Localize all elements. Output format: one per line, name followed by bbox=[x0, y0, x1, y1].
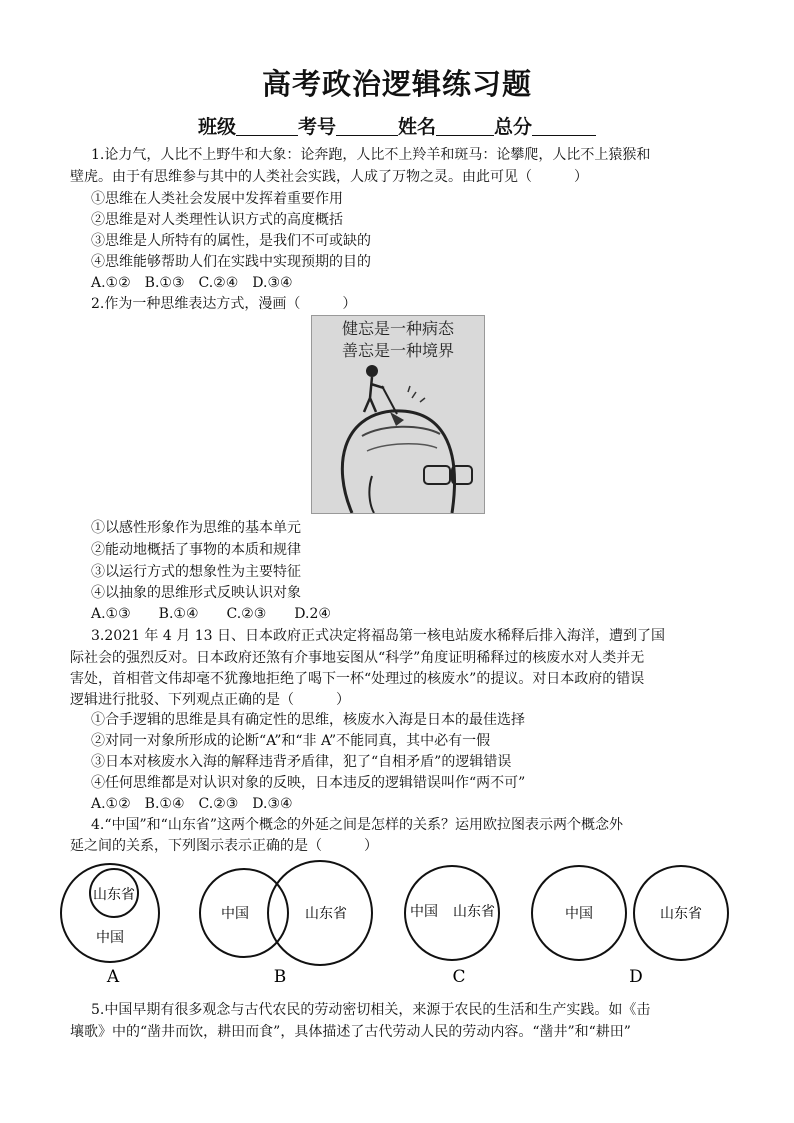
cartoon-drawing bbox=[312, 316, 484, 513]
score-blank[interactable] bbox=[532, 117, 596, 136]
diagram-b[interactable] bbox=[200, 861, 372, 987]
diagram-b-letter: B bbox=[273, 967, 287, 987]
diagram-a-letter: A bbox=[106, 967, 120, 987]
cartoon-caption-1: 健忘是一种病态 bbox=[341, 319, 455, 338]
number-label: 考号 bbox=[297, 116, 336, 138]
page-title: 高考政治逻辑练习题 bbox=[261, 67, 532, 101]
q1-choices: A.①② B.①③ C.②④ D.③④ bbox=[91, 275, 293, 291]
q4-stem-line2: 延之间的关系，下列图示表示正确的是（ ） bbox=[70, 838, 378, 854]
q2-option-3: ③以运行方式的想象性为主要特征 bbox=[91, 564, 301, 580]
class-blank[interactable] bbox=[236, 117, 298, 136]
q3-option-2: ②对同一对象所形成的论断“A”和“非 A”不能同真，其中必有一假 bbox=[91, 733, 491, 749]
euler-diagrams bbox=[0, 858, 794, 988]
diagram-b-left-label: 中国 bbox=[221, 906, 249, 922]
q1-option-1: ①思维在人类社会发展中发挥着重要作用 bbox=[91, 191, 343, 207]
diagram-d-letter: D bbox=[629, 967, 643, 987]
cartoon-image bbox=[311, 315, 485, 514]
q1-stem-line1: 1.论力气，人比不上野牛和大象：论奔跑，人比不上羚羊和斑马：论攀爬，人比不上猿猴和 bbox=[91, 147, 651, 163]
q4-stem-line1: 4.“中国”和“山东省”这两个概念的外延之间是怎样的关系？运用欧拉图表示两个概念外 bbox=[91, 817, 623, 833]
q2-option-4: ④以抽象的思维形式反映认识对象 bbox=[91, 585, 301, 601]
number-blank[interactable] bbox=[336, 117, 398, 136]
student-info-line bbox=[0, 112, 794, 139]
diagram-b-right-label: 山东省 bbox=[305, 906, 347, 922]
q3-choices: A.①② B.①④ C.②③ D.③④ bbox=[91, 796, 293, 812]
cartoon-caption-2: 善忘是一种境界 bbox=[341, 341, 455, 360]
class-label: 班级 bbox=[197, 116, 236, 138]
q3-option-1: ①合手逻辑的思维是具有确定性的思维，核废水入海是日本的最佳选择 bbox=[91, 712, 525, 728]
q1-stem-line2: 壁虎。由于有思维参与其中的人类社会实践，人成了万物之灵。由此可见（ ） bbox=[70, 169, 588, 185]
q1-option-2: ②思维是对人类理性认识方式的高度概括 bbox=[91, 212, 343, 228]
q2-stem: 2.作为一种思维表达方式，漫画（ ） bbox=[91, 296, 357, 312]
name-blank[interactable] bbox=[436, 117, 494, 136]
diagram-d-right-label: 山东省 bbox=[660, 906, 702, 922]
q2-option-2: ②能动地概括了事物的本质和规律 bbox=[91, 542, 301, 558]
diagram-c[interactable] bbox=[405, 866, 499, 987]
diagram-a[interactable] bbox=[61, 864, 159, 987]
diagram-d[interactable] bbox=[532, 866, 728, 987]
diagram-c-letter: C bbox=[452, 967, 466, 987]
q5-stem-line1: 5.中国早期有很多观念与古代农民的劳动密切相关，来源于农民的生活和生产实践。如《击 bbox=[91, 1002, 651, 1018]
q3-stem-line2: 际社会的强烈反对。日本政府还煞有介事地妄图从“科学”角度证明稀释过的核废水对人类并无 bbox=[70, 650, 645, 666]
q1-option-4: ④思维能够帮助人们在实践中实现预期的目的 bbox=[91, 254, 371, 270]
diagram-a-outer-label: 中国 bbox=[96, 930, 124, 946]
diagram-d-left-label: 中国 bbox=[565, 906, 593, 922]
q3-option-4: ④任何思维都是对认识对象的反映，日本违反的逻辑错误叫作“两不可” bbox=[91, 775, 526, 791]
q5-stem-line2: 壤歌》中的“凿井而饮，耕田而食”，具体描述了古代劳动人民的劳动内容。“凿井”和“耕田” bbox=[70, 1024, 631, 1040]
q3-stem-line3: 害处，首相菅文伟却毫不犹豫地拒绝了喝下一杯“处理过的核废水”的提议。对日本政府的错误 bbox=[70, 671, 645, 687]
q3-stem-line4: 逻辑进行批驳、下列观点正确的是（ ） bbox=[70, 692, 350, 708]
diagram-c-label-china: 中国 bbox=[410, 904, 438, 920]
q2-choices: A.①③ B.①④ C.②③ D.2④ bbox=[91, 606, 331, 622]
diagram-c-label-shandong: 山东省 bbox=[453, 904, 495, 920]
diagram-a-inner-label: 山东省 bbox=[93, 887, 135, 903]
q3-stem-line1: 3.2021 年 4 月 13 日、日本政府正式决定将福岛第一核电站废水稀释后排入海洋，遭到了国 bbox=[91, 628, 665, 644]
q3-option-3: ③日本对核废水入海的解释违背矛盾律，犯了“自相矛盾”的逻辑错误 bbox=[91, 754, 512, 770]
q1-option-3: ③思维是人所特有的属性，是我们不可或缺的 bbox=[91, 233, 371, 249]
name-label: 姓名 bbox=[398, 116, 437, 138]
score-label: 总分 bbox=[494, 116, 533, 138]
q2-option-1: ①以感性形象作为思维的基本单元 bbox=[91, 520, 301, 536]
